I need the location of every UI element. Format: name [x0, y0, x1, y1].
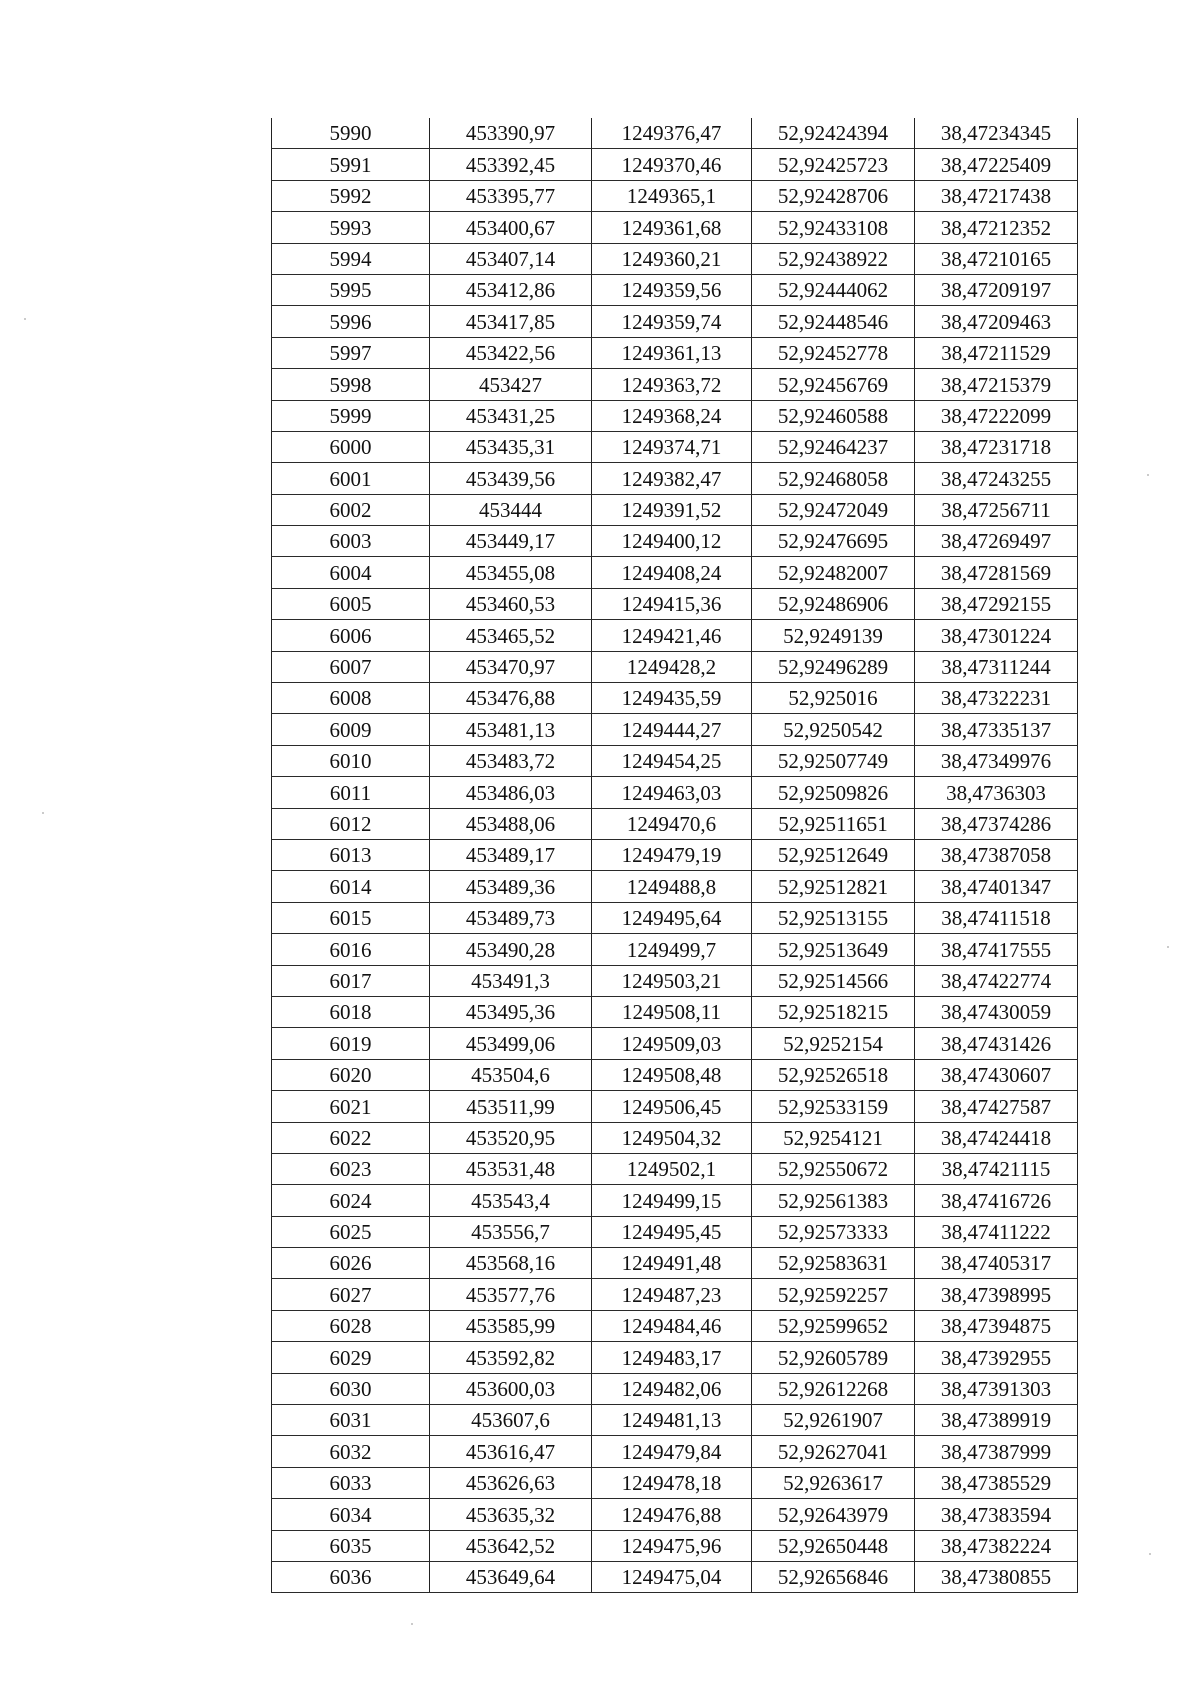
latitude-cell: 52,92507749: [752, 745, 915, 776]
longitude-cell: 38,47427587: [915, 1091, 1078, 1122]
point-number-cell: 6003: [272, 526, 430, 557]
table-row: [272, 1373, 1078, 1404]
latitude-cell: 52,92592257: [752, 1279, 915, 1310]
longitude-cell: 38,47398995: [915, 1279, 1078, 1310]
latitude-cell: 52,92612268: [752, 1373, 915, 1404]
latitude-cell: 52,92496289: [752, 651, 915, 682]
y-coordinate-cell: 1249502,1: [592, 1153, 752, 1184]
latitude-cell: 52,92476695: [752, 526, 915, 557]
scan-speck: [24, 318, 26, 320]
point-number-cell: 5994: [272, 243, 430, 274]
table-row: [272, 526, 1078, 557]
table-row: [272, 620, 1078, 651]
y-coordinate-cell: 1249361,68: [592, 212, 752, 243]
longitude-cell: 38,47417555: [915, 934, 1078, 965]
latitude-cell: 52,92448546: [752, 306, 915, 337]
y-coordinate-cell: 1249504,32: [592, 1122, 752, 1153]
longitude-cell: 38,47394875: [915, 1310, 1078, 1341]
longitude-cell: 38,47311244: [915, 651, 1078, 682]
table-row: [272, 777, 1078, 808]
coordinates-table: [271, 118, 1078, 1593]
point-number-cell: 6034: [272, 1499, 430, 1530]
longitude-cell: 38,47222099: [915, 400, 1078, 431]
y-coordinate-cell: 1249444,27: [592, 714, 752, 745]
y-coordinate-cell: 1249476,88: [592, 1499, 752, 1530]
longitude-cell: 38,4736303: [915, 777, 1078, 808]
latitude-cell: 52,92605789: [752, 1342, 915, 1373]
x-coordinate-cell: 453491,3: [430, 965, 592, 996]
y-coordinate-cell: 1249463,03: [592, 777, 752, 808]
table-row: [272, 1467, 1078, 1498]
x-coordinate-cell: 453495,36: [430, 996, 592, 1027]
x-coordinate-cell: 453568,16: [430, 1248, 592, 1279]
y-coordinate-cell: 1249508,48: [592, 1059, 752, 1090]
longitude-cell: 38,47382224: [915, 1530, 1078, 1561]
coordinates-table-body: [272, 118, 1078, 1593]
point-number-cell: 6028: [272, 1310, 430, 1341]
longitude-cell: 38,47411518: [915, 902, 1078, 933]
table-row: [272, 1405, 1078, 1436]
longitude-cell: 38,47421115: [915, 1153, 1078, 1184]
point-number-cell: 6025: [272, 1216, 430, 1247]
scan-speck: [1149, 1553, 1151, 1555]
latitude-cell: 52,9263617: [752, 1467, 915, 1498]
latitude-cell: 52,92452778: [752, 337, 915, 368]
x-coordinate-cell: 453470,97: [430, 651, 592, 682]
longitude-cell: 38,47335137: [915, 714, 1078, 745]
y-coordinate-cell: 1249359,56: [592, 274, 752, 305]
latitude-cell: 52,92599652: [752, 1310, 915, 1341]
table-row: [272, 1530, 1078, 1561]
table-row: [272, 1028, 1078, 1059]
x-coordinate-cell: 453577,76: [430, 1279, 592, 1310]
point-number-cell: 6031: [272, 1405, 430, 1436]
latitude-cell: 52,92511651: [752, 808, 915, 839]
y-coordinate-cell: 1249368,24: [592, 400, 752, 431]
table-row: [272, 400, 1078, 431]
x-coordinate-cell: 453435,31: [430, 431, 592, 462]
point-number-cell: 5992: [272, 180, 430, 211]
longitude-cell: 38,47301224: [915, 620, 1078, 651]
point-number-cell: 6035: [272, 1530, 430, 1561]
x-coordinate-cell: 453616,47: [430, 1436, 592, 1467]
y-coordinate-cell: 1249391,52: [592, 494, 752, 525]
y-coordinate-cell: 1249365,1: [592, 180, 752, 211]
point-number-cell: 5990: [272, 118, 430, 149]
x-coordinate-cell: 453489,36: [430, 871, 592, 902]
x-coordinate-cell: 453407,14: [430, 243, 592, 274]
point-number-cell: 5997: [272, 337, 430, 368]
table-row: [272, 463, 1078, 494]
scan-speck: [1147, 474, 1149, 476]
y-coordinate-cell: 1249359,74: [592, 306, 752, 337]
y-coordinate-cell: 1249478,18: [592, 1467, 752, 1498]
y-coordinate-cell: 1249435,59: [592, 683, 752, 714]
longitude-cell: 38,47243255: [915, 463, 1078, 494]
longitude-cell: 38,47269497: [915, 526, 1078, 557]
point-number-cell: 6000: [272, 431, 430, 462]
point-number-cell: 6022: [272, 1122, 430, 1153]
table-row: [272, 745, 1078, 776]
y-coordinate-cell: 1249382,47: [592, 463, 752, 494]
latitude-cell: 52,92533159: [752, 1091, 915, 1122]
y-coordinate-cell: 1249484,46: [592, 1310, 752, 1341]
longitude-cell: 38,47431426: [915, 1028, 1078, 1059]
table-row: [272, 1216, 1078, 1247]
longitude-cell: 38,47234345: [915, 118, 1078, 149]
longitude-cell: 38,47391303: [915, 1373, 1078, 1404]
table-row: [272, 118, 1078, 149]
point-number-cell: 6014: [272, 871, 430, 902]
x-coordinate-cell: 453486,03: [430, 777, 592, 808]
longitude-cell: 38,47210165: [915, 243, 1078, 274]
x-coordinate-cell: 453499,06: [430, 1028, 592, 1059]
y-coordinate-cell: 1249421,46: [592, 620, 752, 651]
latitude-cell: 52,92514566: [752, 965, 915, 996]
latitude-cell: 52,92550672: [752, 1153, 915, 1184]
table-row: [272, 337, 1078, 368]
table-row: [272, 1561, 1078, 1592]
x-coordinate-cell: 453489,73: [430, 902, 592, 933]
point-number-cell: 6011: [272, 777, 430, 808]
x-coordinate-cell: 453592,82: [430, 1342, 592, 1373]
longitude-cell: 38,47349976: [915, 745, 1078, 776]
point-number-cell: 6012: [272, 808, 430, 839]
table-row: [272, 149, 1078, 180]
point-number-cell: 5996: [272, 306, 430, 337]
table-row: [272, 588, 1078, 619]
latitude-cell: 52,92482007: [752, 557, 915, 588]
x-coordinate-cell: 453422,56: [430, 337, 592, 368]
table-row: [272, 1279, 1078, 1310]
table-row: [272, 369, 1078, 400]
x-coordinate-cell: 453635,32: [430, 1499, 592, 1530]
latitude-cell: 52,92456769: [752, 369, 915, 400]
point-number-cell: 6027: [272, 1279, 430, 1310]
table-row: [272, 431, 1078, 462]
x-coordinate-cell: 453489,17: [430, 839, 592, 870]
table-row: [272, 274, 1078, 305]
point-number-cell: 6029: [272, 1342, 430, 1373]
table-row: [272, 1310, 1078, 1341]
latitude-cell: 52,92513649: [752, 934, 915, 965]
point-number-cell: 6032: [272, 1436, 430, 1467]
table-row: [272, 212, 1078, 243]
latitude-cell: 52,9249139: [752, 620, 915, 651]
y-coordinate-cell: 1249495,45: [592, 1216, 752, 1247]
longitude-cell: 38,47292155: [915, 588, 1078, 619]
longitude-cell: 38,47416726: [915, 1185, 1078, 1216]
point-number-cell: 6018: [272, 996, 430, 1027]
latitude-cell: 52,92643979: [752, 1499, 915, 1530]
table-row: [272, 839, 1078, 870]
table-row: [272, 683, 1078, 714]
x-coordinate-cell: 453444: [430, 494, 592, 525]
point-number-cell: 6004: [272, 557, 430, 588]
x-coordinate-cell: 453395,77: [430, 180, 592, 211]
longitude-cell: 38,47212352: [915, 212, 1078, 243]
x-coordinate-cell: 453449,17: [430, 526, 592, 557]
y-coordinate-cell: 1249495,64: [592, 902, 752, 933]
point-number-cell: 6010: [272, 745, 430, 776]
longitude-cell: 38,47385529: [915, 1467, 1078, 1498]
latitude-cell: 52,92460588: [752, 400, 915, 431]
latitude-cell: 52,92627041: [752, 1436, 915, 1467]
table-row: [272, 180, 1078, 211]
longitude-cell: 38,47380855: [915, 1561, 1078, 1592]
point-number-cell: 5991: [272, 149, 430, 180]
point-number-cell: 6005: [272, 588, 430, 619]
longitude-cell: 38,47430059: [915, 996, 1078, 1027]
table-row: [272, 1091, 1078, 1122]
y-coordinate-cell: 1249370,46: [592, 149, 752, 180]
table-row: [272, 996, 1078, 1027]
latitude-cell: 52,9250542: [752, 714, 915, 745]
longitude-cell: 38,47225409: [915, 149, 1078, 180]
latitude-cell: 52,92472049: [752, 494, 915, 525]
x-coordinate-cell: 453412,86: [430, 274, 592, 305]
y-coordinate-cell: 1249374,71: [592, 431, 752, 462]
x-coordinate-cell: 453556,7: [430, 1216, 592, 1247]
table-row: [272, 1153, 1078, 1184]
table-row: [272, 1499, 1078, 1530]
longitude-cell: 38,47209463: [915, 306, 1078, 337]
table-row: [272, 1059, 1078, 1090]
table-row: [272, 557, 1078, 588]
latitude-cell: 52,92509826: [752, 777, 915, 808]
latitude-cell: 52,92513155: [752, 902, 915, 933]
y-coordinate-cell: 1249509,03: [592, 1028, 752, 1059]
x-coordinate-cell: 453476,88: [430, 683, 592, 714]
y-coordinate-cell: 1249481,13: [592, 1405, 752, 1436]
y-coordinate-cell: 1249428,2: [592, 651, 752, 682]
longitude-cell: 38,47405317: [915, 1248, 1078, 1279]
point-number-cell: 6033: [272, 1467, 430, 1498]
y-coordinate-cell: 1249499,7: [592, 934, 752, 965]
latitude-cell: 52,9254121: [752, 1122, 915, 1153]
point-number-cell: 6024: [272, 1185, 430, 1216]
point-number-cell: 6006: [272, 620, 430, 651]
table-row: [272, 871, 1078, 902]
latitude-cell: 52,92512649: [752, 839, 915, 870]
point-number-cell: 6020: [272, 1059, 430, 1090]
y-coordinate-cell: 1249361,13: [592, 337, 752, 368]
longitude-cell: 38,47387058: [915, 839, 1078, 870]
latitude-cell: 52,92464237: [752, 431, 915, 462]
y-coordinate-cell: 1249415,36: [592, 588, 752, 619]
table-row: [272, 306, 1078, 337]
point-number-cell: 6016: [272, 934, 430, 965]
table-row: [272, 651, 1078, 682]
longitude-cell: 38,47215379: [915, 369, 1078, 400]
point-number-cell: 6023: [272, 1153, 430, 1184]
point-number-cell: 5993: [272, 212, 430, 243]
y-coordinate-cell: 1249503,21: [592, 965, 752, 996]
x-coordinate-cell: 453511,99: [430, 1091, 592, 1122]
latitude-cell: 52,92583631: [752, 1248, 915, 1279]
x-coordinate-cell: 453649,64: [430, 1561, 592, 1592]
y-coordinate-cell: 1249483,17: [592, 1342, 752, 1373]
longitude-cell: 38,47422774: [915, 965, 1078, 996]
point-number-cell: 6036: [272, 1561, 430, 1592]
y-coordinate-cell: 1249408,24: [592, 557, 752, 588]
x-coordinate-cell: 453600,03: [430, 1373, 592, 1404]
y-coordinate-cell: 1249506,45: [592, 1091, 752, 1122]
table-row: [272, 714, 1078, 745]
y-coordinate-cell: 1249400,12: [592, 526, 752, 557]
latitude-cell: 52,92428706: [752, 180, 915, 211]
x-coordinate-cell: 453460,53: [430, 588, 592, 619]
x-coordinate-cell: 453417,85: [430, 306, 592, 337]
longitude-cell: 38,47217438: [915, 180, 1078, 211]
latitude-cell: 52,9261907: [752, 1405, 915, 1436]
longitude-cell: 38,47430607: [915, 1059, 1078, 1090]
table-row: [272, 494, 1078, 525]
latitude-cell: 52,92438922: [752, 243, 915, 274]
y-coordinate-cell: 1249454,25: [592, 745, 752, 776]
latitude-cell: 52,92573333: [752, 1216, 915, 1247]
x-coordinate-cell: 453490,28: [430, 934, 592, 965]
y-coordinate-cell: 1249488,8: [592, 871, 752, 902]
point-number-cell: 6001: [272, 463, 430, 494]
y-coordinate-cell: 1249487,23: [592, 1279, 752, 1310]
point-number-cell: 6015: [272, 902, 430, 933]
point-number-cell: 6007: [272, 651, 430, 682]
latitude-cell: 52,925016: [752, 683, 915, 714]
latitude-cell: 52,9252154: [752, 1028, 915, 1059]
x-coordinate-cell: 453390,97: [430, 118, 592, 149]
point-number-cell: 5999: [272, 400, 430, 431]
table-row: [272, 1436, 1078, 1467]
longitude-cell: 38,47231718: [915, 431, 1078, 462]
table-row: [272, 965, 1078, 996]
y-coordinate-cell: 1249470,6: [592, 808, 752, 839]
x-coordinate-cell: 453520,95: [430, 1122, 592, 1153]
y-coordinate-cell: 1249360,21: [592, 243, 752, 274]
point-number-cell: 6013: [272, 839, 430, 870]
x-coordinate-cell: 453481,13: [430, 714, 592, 745]
y-coordinate-cell: 1249376,47: [592, 118, 752, 149]
x-coordinate-cell: 453392,45: [430, 149, 592, 180]
latitude-cell: 52,92424394: [752, 118, 915, 149]
x-coordinate-cell: 453531,48: [430, 1153, 592, 1184]
table-row: [272, 1185, 1078, 1216]
longitude-cell: 38,47387999: [915, 1436, 1078, 1467]
point-number-cell: 5998: [272, 369, 430, 400]
y-coordinate-cell: 1249363,72: [592, 369, 752, 400]
x-coordinate-cell: 453626,63: [430, 1467, 592, 1498]
x-coordinate-cell: 453585,99: [430, 1310, 592, 1341]
longitude-cell: 38,47256711: [915, 494, 1078, 525]
scan-speck: [411, 1623, 413, 1625]
table-row: [272, 934, 1078, 965]
x-coordinate-cell: 453400,67: [430, 212, 592, 243]
y-coordinate-cell: 1249475,96: [592, 1530, 752, 1561]
x-coordinate-cell: 453465,52: [430, 620, 592, 651]
latitude-cell: 52,92656846: [752, 1561, 915, 1592]
scan-speck: [42, 812, 44, 814]
longitude-cell: 38,47392955: [915, 1342, 1078, 1373]
point-number-cell: 6030: [272, 1373, 430, 1404]
x-coordinate-cell: 453431,25: [430, 400, 592, 431]
x-coordinate-cell: 453488,06: [430, 808, 592, 839]
point-number-cell: 5995: [272, 274, 430, 305]
longitude-cell: 38,47209197: [915, 274, 1078, 305]
point-number-cell: 6008: [272, 683, 430, 714]
latitude-cell: 52,92512821: [752, 871, 915, 902]
table-row: [272, 1248, 1078, 1279]
scan-speck: [1167, 946, 1169, 948]
table-row: [272, 1122, 1078, 1153]
point-number-cell: 6009: [272, 714, 430, 745]
latitude-cell: 52,92468058: [752, 463, 915, 494]
longitude-cell: 38,47211529: [915, 337, 1078, 368]
table-row: [272, 808, 1078, 839]
point-number-cell: 6017: [272, 965, 430, 996]
latitude-cell: 52,92561383: [752, 1185, 915, 1216]
latitude-cell: 52,92486906: [752, 588, 915, 619]
y-coordinate-cell: 1249475,04: [592, 1561, 752, 1592]
longitude-cell: 38,47411222: [915, 1216, 1078, 1247]
point-number-cell: 6026: [272, 1248, 430, 1279]
longitude-cell: 38,47389919: [915, 1405, 1078, 1436]
longitude-cell: 38,47383594: [915, 1499, 1078, 1530]
x-coordinate-cell: 453455,08: [430, 557, 592, 588]
longitude-cell: 38,47281569: [915, 557, 1078, 588]
table-row: [272, 1342, 1078, 1373]
longitude-cell: 38,47424418: [915, 1122, 1078, 1153]
point-number-cell: 6019: [272, 1028, 430, 1059]
longitude-cell: 38,47374286: [915, 808, 1078, 839]
x-coordinate-cell: 453543,4: [430, 1185, 592, 1216]
longitude-cell: 38,47401347: [915, 871, 1078, 902]
x-coordinate-cell: 453439,56: [430, 463, 592, 494]
y-coordinate-cell: 1249491,48: [592, 1248, 752, 1279]
latitude-cell: 52,92425723: [752, 149, 915, 180]
latitude-cell: 52,92526518: [752, 1059, 915, 1090]
y-coordinate-cell: 1249482,06: [592, 1373, 752, 1404]
latitude-cell: 52,92518215: [752, 996, 915, 1027]
point-number-cell: 6002: [272, 494, 430, 525]
longitude-cell: 38,47322231: [915, 683, 1078, 714]
y-coordinate-cell: 1249479,84: [592, 1436, 752, 1467]
table-row: [272, 902, 1078, 933]
point-number-cell: 6021: [272, 1091, 430, 1122]
y-coordinate-cell: 1249479,19: [592, 839, 752, 870]
y-coordinate-cell: 1249508,11: [592, 996, 752, 1027]
latitude-cell: 52,92650448: [752, 1530, 915, 1561]
latitude-cell: 52,92433108: [752, 212, 915, 243]
x-coordinate-cell: 453427: [430, 369, 592, 400]
latitude-cell: 52,92444062: [752, 274, 915, 305]
y-coordinate-cell: 1249499,15: [592, 1185, 752, 1216]
x-coordinate-cell: 453483,72: [430, 745, 592, 776]
x-coordinate-cell: 453642,52: [430, 1530, 592, 1561]
x-coordinate-cell: 453607,6: [430, 1405, 592, 1436]
table-row: [272, 243, 1078, 274]
x-coordinate-cell: 453504,6: [430, 1059, 592, 1090]
